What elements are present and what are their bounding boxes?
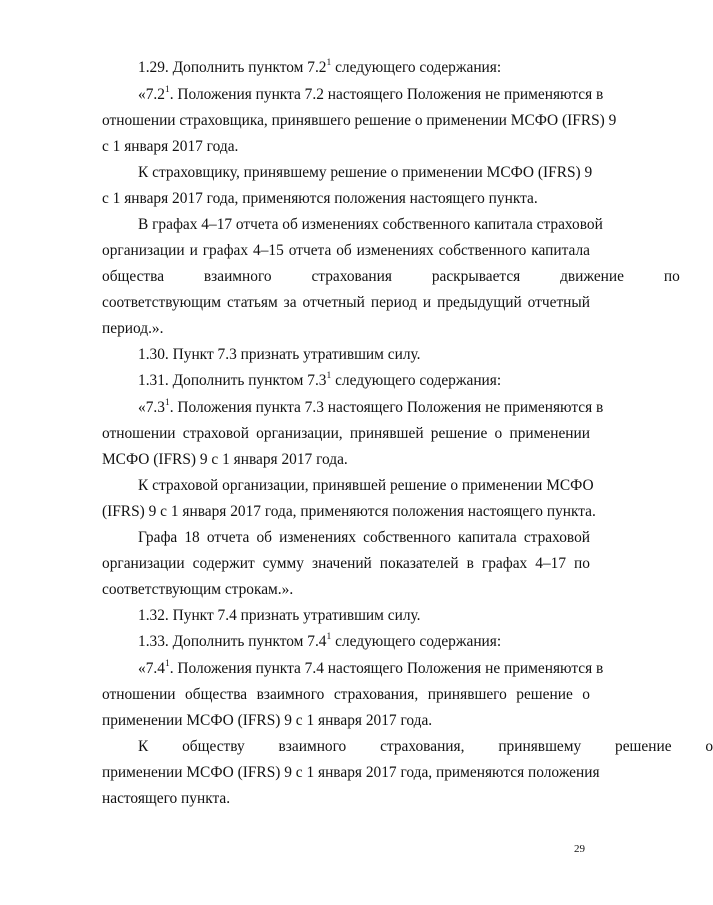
superscript: 1 <box>164 84 170 95</box>
text-run: следующего содержания: <box>331 59 502 76</box>
text-line: отношении страховщика, принявшего решение о применении МСФО (IFRS) 9 <box>102 112 617 129</box>
superscript: 1 <box>326 631 332 642</box>
text-line: соответствующим статьям за отчетный период и предыдущий отчетный <box>102 294 590 311</box>
paragraph-1-31-heading <box>138 372 590 390</box>
text-run: . Положения пункта 7.3 настоящего Положения не применяются в <box>169 399 604 416</box>
text-line: период.». <box>102 320 164 337</box>
text-line: К страховщику, принявшему решение о применении МСФО (IFRS) 9 <box>138 164 593 181</box>
text-line: отношении страховой организации, принявшей решение о применении <box>102 425 590 442</box>
text-line: Графа 18 отчета об изменениях собственного капитала страховой <box>138 529 590 546</box>
paragraph-1-30: 1.30. Пункт 7.3 признать утратившим силу. <box>138 346 421 363</box>
text-line: применении МСФО (IFRS) 9 с 1 января 2017 года. <box>102 712 433 729</box>
superscript: 1 <box>164 658 170 669</box>
text-line: настоящего пункта. <box>102 790 231 807</box>
text-run: . Положения пункта 7.2 настоящего Положения не применяются в <box>169 86 604 103</box>
text-line: с 1 января 2017 года, применяются положения настоящего пункта. <box>102 190 538 207</box>
text-run: 1.31. Дополнить пунктом 7.3 <box>138 372 327 389</box>
text-line: В графах 4–17 отчета об изменениях собственного капитала страховой <box>138 216 603 233</box>
text-run: «7.2 <box>138 86 165 103</box>
superscript: 1 <box>326 57 332 68</box>
text-line <box>138 84 604 104</box>
paragraph-1-32: 1.32. Пункт 7.4 признать утратившим силу. <box>138 607 421 624</box>
text-line: МСФО (IFRS) 9 с 1 января 2017 года. <box>102 451 348 468</box>
text-line <box>138 658 604 678</box>
paragraph-1-33-heading <box>138 633 590 651</box>
paragraph-1-29-heading <box>138 59 590 77</box>
text-line: соответствующим строкам.». <box>102 581 294 598</box>
text-line: общества взаимного страхования раскрывается движение по <box>102 268 680 285</box>
text-line: с 1 января 2017 года. <box>102 138 239 155</box>
text-line: отношении общества взаимного страхования, принявшего решение о <box>102 686 590 703</box>
text-line: (IFRS) 9 с 1 января 2017 года, применяются положения настоящего пункта. <box>102 503 596 520</box>
superscript: 1 <box>164 397 170 408</box>
superscript: 1 <box>326 370 332 381</box>
text-line <box>138 397 604 417</box>
text-line: применении МСФО (IFRS) 9 с 1 января 2017 года, применяются положения <box>102 764 600 781</box>
text-run: «7.3 <box>138 399 165 416</box>
text-run: «7.4 <box>138 660 165 677</box>
text-run: следующего содержания: <box>331 633 502 650</box>
text-run: 1.33. Дополнить пунктом 7.4 <box>138 633 327 650</box>
text-line: организации содержит сумму значений показателей в графах 4–17 по <box>102 555 590 572</box>
text-line: К страховой организации, принявшей решение о применении МСФО <box>138 477 594 494</box>
text-run: 1.29. Дополнить пунктом 7.2 <box>138 59 327 76</box>
text-line: К обществу взаимного страхования, принявшему решение о <box>138 738 713 755</box>
page-number: 29 <box>574 843 585 855</box>
text-run: . Положения пункта 7.4 настоящего Положения не применяются в <box>169 660 604 677</box>
text-line: организации и графах 4–15 отчета об изменениях собственного капитала <box>102 242 590 259</box>
text-run: следующего содержания: <box>331 372 502 389</box>
